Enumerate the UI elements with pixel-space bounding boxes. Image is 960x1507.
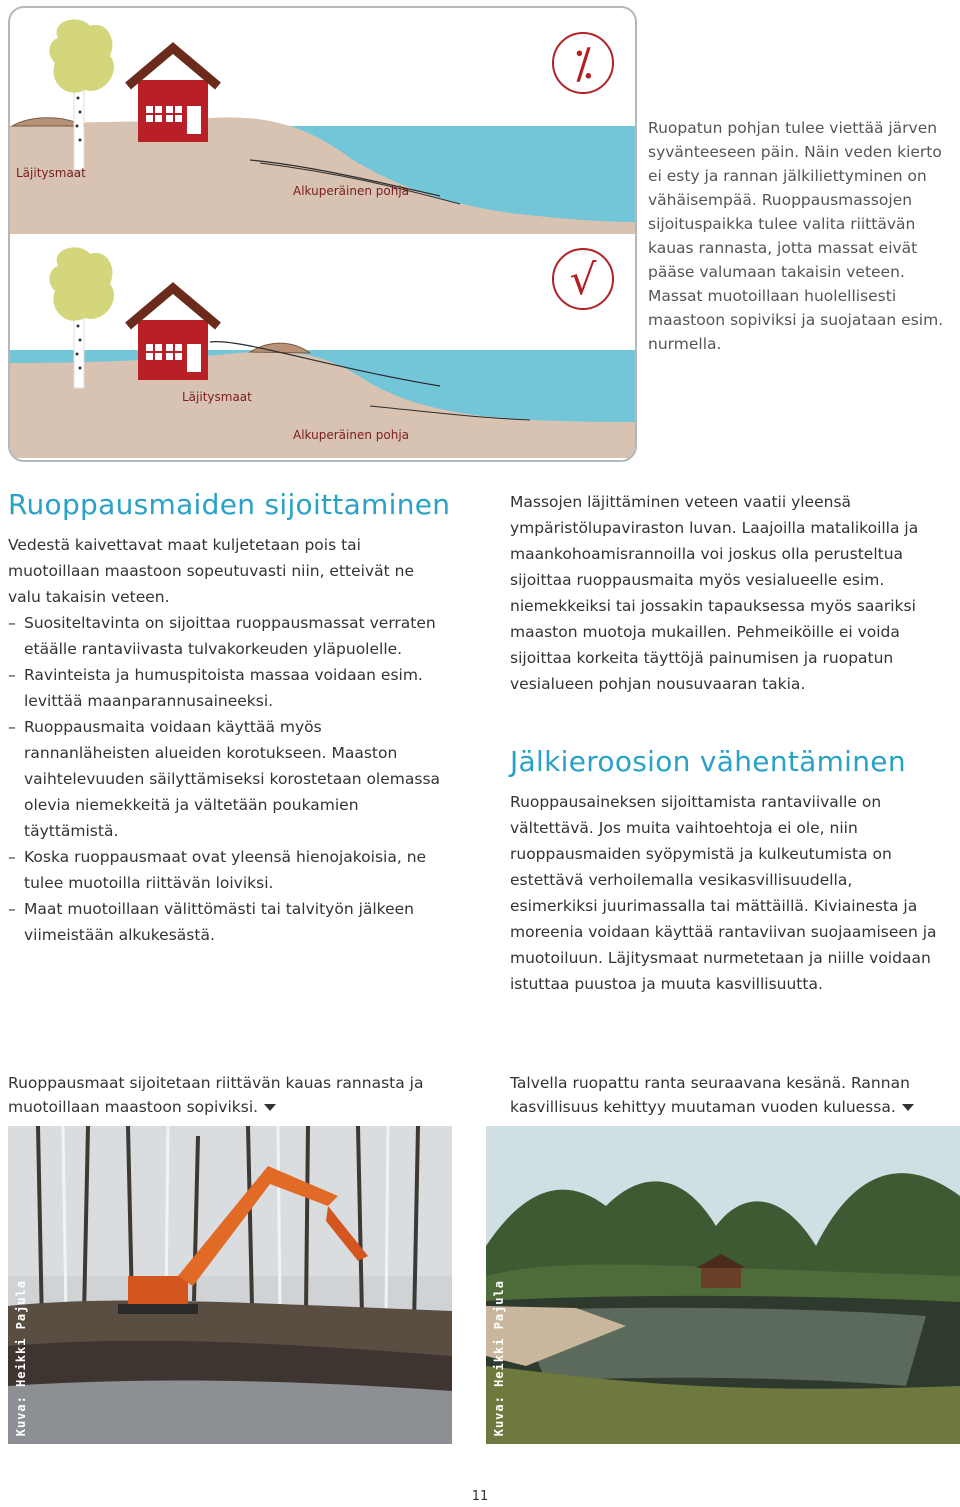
check-mark-icon — [552, 248, 614, 310]
photo-shore — [486, 1126, 960, 1444]
page-number: 11 — [471, 1489, 489, 1504]
label-dredged-top: Läjitysmaat — [16, 166, 86, 180]
left-intro: Vedestä kaivettavat maat kuljetetaan pois tai muotoillaan maastoon sopeutuvasti niin, etteivät ne valu takaisin veteen. — [8, 536, 414, 606]
left-column-text — [8, 532, 448, 948]
bullet-item: – Maat muotoillaan välittömästi tai talvityön jälkeen viimeistään alkukesästä. — [8, 896, 448, 948]
photo-credit-left — [8, 1236, 34, 1436]
label-original-top: Alkuperäinen pohja — [293, 184, 410, 198]
caption-left — [8, 1071, 438, 1119]
bullet-item: – Suositeltavinta on sijoittaa ruoppausmassat verraten etäälle rantaviivasta tulvakorkeuden yläpuolelle. — [8, 610, 448, 662]
right-column-paragraph-2: Ruoppausaineksen sijoittamista rantaviivalle on vältettävä. Jos muita vaihtoehtoja ei ole, niin ruoppausmaiden syöpymistä ja kulkeutumista on estettävä verhoilemalla vesikasvillisuudella, esimerkiksi juurimassalla tai mättäillä. Kiviainesta ja moreenia voidaan käyttää rantaviivan suojaamiseen ja muotoiluun. Läjitysmaat nurmetetaan ja niille voidaan istuttaa puustoa ja muuta kasvillisuutta. — [510, 793, 937, 993]
top-scene — [10, 19, 635, 234]
heading-left: Ruoppausmaiden sijoittaminen — [8, 488, 451, 521]
check-symbol: √ — [569, 254, 597, 304]
arrow-down-icon — [902, 1104, 914, 1111]
bullet-item: – Ravinteista ja humuspitoista massaa voidaan esim. levittää maanparannusaineeksi. — [8, 662, 448, 714]
bullet-item: – Koska ruoppausmaat ovat yleensä hienojakoisia, ne tulee muotoilla riittävän loiviksi. — [8, 844, 448, 896]
label-original-bottom: Alkuperäinen pohja — [293, 428, 410, 442]
diagram-panel — [8, 6, 637, 462]
caption-right-text: Talvella ruopattu ranta seuraavana kesänä. Rannan kasvillisuus kehittyy muutaman vuoden kuluessa. — [510, 1074, 910, 1116]
credit-text: Kuva: Heikki Pajula — [14, 1279, 28, 1436]
right-column-paragraph: Massojen läjittäminen veteen vaatii yleensä ympäristölupaviraston luvan. Laajoilla matalikoilla ja maankohoamisrannoilla voi joskus olla perusteltua sijoittaa ruoppausmaita myös vesialueelle esim. niemekkeiksi tai jossakin tapauksessa myös saariksi maaston muotoja mukaillen. Pehmeiköille ei voida sijoittaa korkeita täyttöjä painumisen ja ruopatun vesialueen pohjan nousuvaaran takia. — [510, 493, 919, 693]
heading-right: Jälkieroosion vähentäminen — [510, 745, 906, 778]
caption-right — [510, 1071, 950, 1119]
credit-text: Kuva: Heikki Pajula — [492, 1279, 506, 1436]
label-dredged-bottom: Läjitysmaat — [182, 390, 252, 404]
bullet-item: – Ruoppausmaita voidaan käyttää myös rannanläheisten alueiden korotukseen. Maaston vaihtelevuuden säilyttämiseksi korostetaan olemassa olevia niemekkeitä ja vältetään poukamien täyttämistä. — [8, 714, 448, 844]
cross-symbol: ⁒ — [573, 38, 593, 88]
photo-excavator — [8, 1126, 452, 1444]
bottom-scene — [10, 247, 635, 458]
photo-credit-right — [486, 1236, 512, 1436]
arrow-down-icon — [264, 1104, 276, 1111]
caption-left-text: Ruoppausmaat sijoitetaan riittävän kauas rannasta ja muotoillaan maastoon sopiviksi. — [8, 1074, 424, 1116]
cross-mark-icon — [552, 32, 614, 94]
shore-diagram — [10, 8, 635, 460]
side-note: Ruopatun pohjan tulee viettää järven syvänteeseen päin. Näin veden kierto ei esty ja rannan jälkiliettyminen on vähäisempää. Ruoppausmassojen sijoituspaikka tulee valita riittävän kauas rannasta, jotta massat eivät pääse valumaan takaisin veteen. Massat muotoillaan huolellisesti maastoon sopiviksi ja suojataan esim. nurmella. — [648, 119, 944, 353]
